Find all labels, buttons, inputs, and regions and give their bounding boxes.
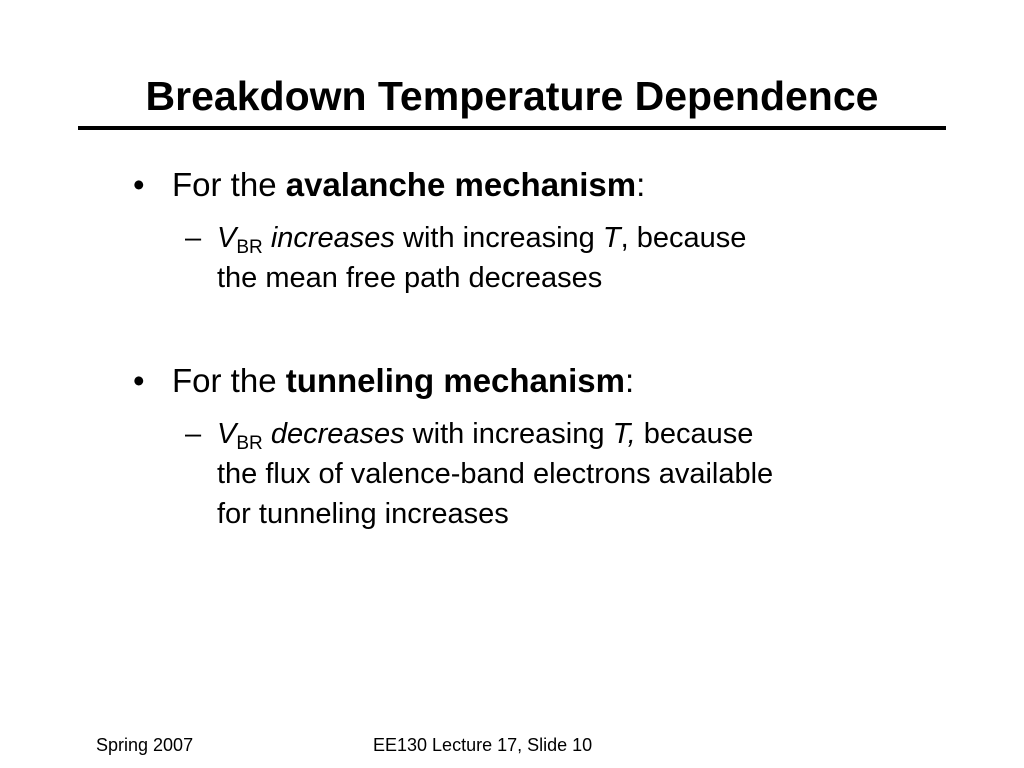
sub-bullet-dash: –: [185, 418, 202, 450]
sub-line-2: the flux of valence-band electrons available: [217, 458, 774, 490]
temperature-symbol: T: [602, 222, 621, 254]
sub-line-2: the mean free path decreases: [217, 262, 603, 294]
sub-text-b: because: [635, 418, 754, 450]
sub-text-b: , because: [620, 222, 747, 254]
bullet-avalanche: [133, 165, 645, 205]
slide-title: Breakdown Temperature Dependence: [145, 73, 879, 119]
emphasis-word: increases: [270, 222, 395, 254]
sub-bullet-dash: –: [185, 222, 202, 254]
bullet-suffix: :: [636, 166, 646, 203]
bullet-suffix: :: [624, 362, 635, 399]
temperature-symbol: T,: [612, 418, 636, 450]
title-underline: [78, 126, 946, 130]
footer-date: Spring 2007: [96, 735, 194, 755]
bullet-bold-term: tunneling mechanism: [285, 362, 625, 399]
vbr-subscript: BR: [236, 237, 263, 258]
bullet-bold-term: avalanche mechanism: [285, 166, 637, 203]
bullet-prefix: For the: [172, 362, 286, 399]
bullet-tunneling: [133, 361, 634, 401]
bullet-marker: •: [133, 166, 145, 203]
footer-slide-number: EE130 Lecture 17, Slide 10: [373, 735, 593, 755]
sub-bullet-avalanche: [185, 218, 746, 298]
sub-bullet-tunneling: [185, 414, 773, 534]
sub-text-a: with increasing: [394, 222, 603, 254]
sub-line-3: for tunneling increases: [217, 498, 509, 530]
bullet-prefix: For the: [172, 166, 286, 203]
emphasis-word: decreases: [270, 418, 405, 450]
vbr-symbol: V: [217, 222, 237, 254]
vbr-subscript: BR: [236, 433, 263, 454]
vbr-symbol: V: [217, 418, 237, 450]
bullet-marker: •: [133, 362, 145, 399]
sub-text-a: with increasing: [404, 418, 613, 450]
